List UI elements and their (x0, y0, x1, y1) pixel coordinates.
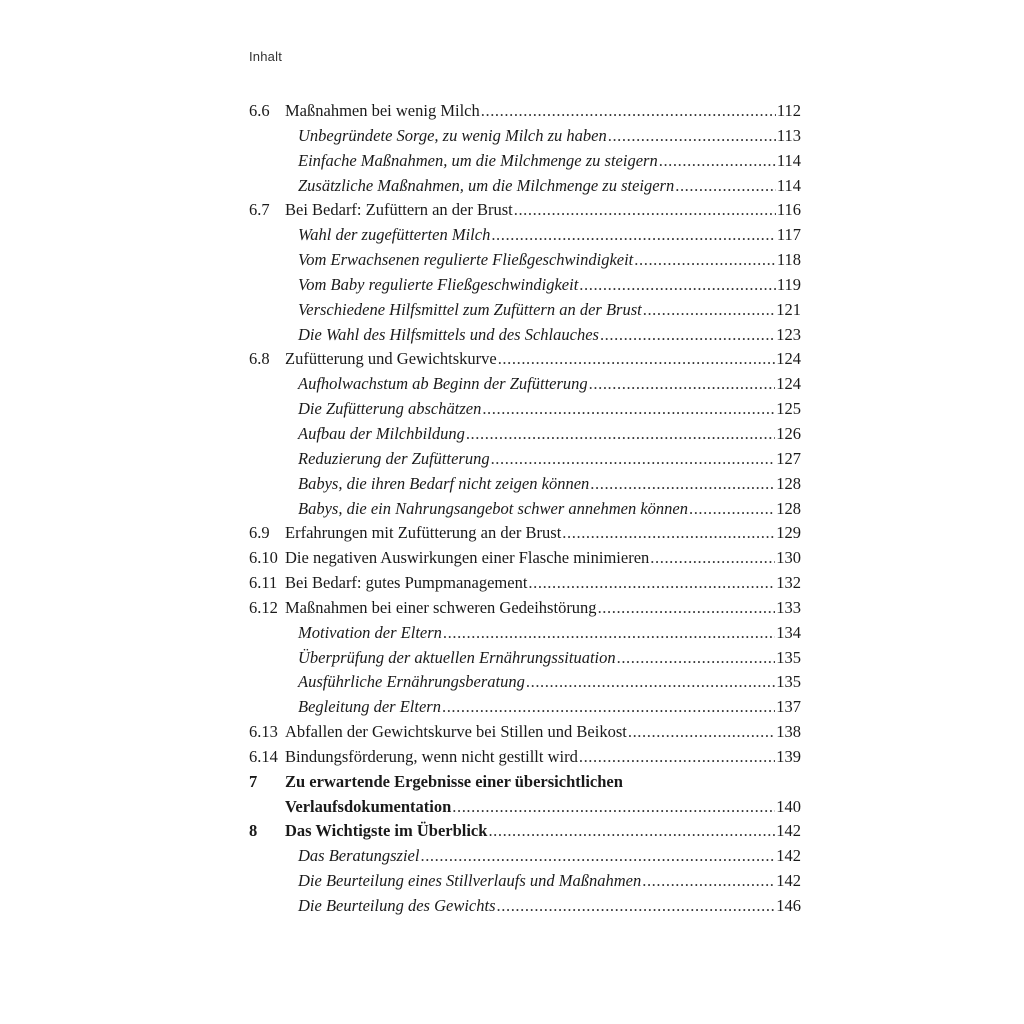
toc-entry[interactable] (249, 720, 801, 745)
toc-entry-page-number: 114 (776, 150, 801, 170)
toc-entry[interactable] (249, 248, 801, 273)
table-of-contents (249, 99, 801, 919)
toc-entry[interactable] (249, 745, 801, 770)
toc-entry-number: 6.7 (249, 200, 270, 220)
toc-entry-line (298, 844, 801, 869)
toc-entry[interactable] (249, 770, 801, 795)
toc-entry[interactable] (249, 198, 801, 223)
toc-entry[interactable] (249, 124, 801, 149)
toc-entry-title: Wahl der zugefütterten Milch (298, 225, 491, 245)
toc-entry[interactable] (249, 795, 801, 820)
toc-entry[interactable] (249, 869, 801, 894)
toc-entry-line (298, 869, 801, 894)
toc-entry-title: Begleitung der Eltern (298, 697, 441, 717)
toc-entry-page-number: 125 (776, 399, 801, 419)
toc-entry-number: 8 (249, 821, 258, 841)
toc-entry-title: Das Wichtigste im Überblick (285, 821, 488, 841)
toc-entry[interactable] (249, 546, 801, 571)
toc-entry-number: 6.12 (249, 597, 278, 617)
toc-entry-title: Bei Bedarf: gutes Pumpmanagement (285, 573, 528, 593)
toc-entry-line (285, 770, 801, 795)
toc-entry-line (285, 347, 801, 372)
toc-entry[interactable] (249, 422, 801, 447)
dot-leader (443, 621, 775, 646)
toc-entry-number: 6.6 (249, 101, 270, 120)
dot-leader (488, 819, 775, 844)
toc-entry-line (298, 273, 801, 298)
toc-entry-page-number: 117 (776, 225, 801, 245)
toc-entry-page-number: 119 (776, 274, 801, 294)
toc-entry-page-number: 127 (776, 448, 801, 468)
toc-entry[interactable] (249, 695, 801, 720)
toc-entry[interactable] (249, 621, 801, 646)
toc-entry-line (298, 646, 801, 671)
toc-entry[interactable] (249, 596, 801, 621)
toc-entry-number: 6.11 (249, 573, 278, 593)
toc-entry-title: Babys, die ihren Bedarf nicht zeigen können (298, 473, 590, 493)
toc-entry-page-number: 142 (776, 821, 801, 841)
toc-entry-page-number: 138 (776, 722, 801, 742)
toc-entry[interactable] (249, 819, 801, 844)
dot-leader (634, 248, 776, 273)
toc-entry-page-number: 130 (776, 548, 801, 568)
toc-entry[interactable] (249, 472, 801, 497)
toc-entry-title: Die Beurteilung des Gewichts (298, 896, 496, 915)
dot-leader (491, 223, 776, 248)
toc-entry[interactable] (249, 497, 801, 522)
toc-entry-title: Zu erwartende Ergebnisse einer übersichtlichen (285, 771, 623, 791)
dot-leader (491, 447, 776, 472)
dot-leader (617, 646, 776, 671)
toc-entry[interactable] (249, 323, 801, 348)
toc-entry-page-number: 126 (776, 423, 801, 443)
toc-entry[interactable] (249, 571, 801, 596)
dot-leader (442, 695, 775, 720)
toc-entry[interactable] (249, 273, 801, 298)
toc-entry-page-number: 140 (776, 796, 801, 816)
toc-entry-page-number: 128 (776, 473, 801, 493)
toc-entry-title: Vom Erwachsenen regulierte Fließgeschwindigkeit (298, 250, 634, 270)
toc-entry-title: Die Wahl des Hilfsmittels und des Schlauches (298, 324, 599, 344)
toc-entry[interactable] (249, 223, 801, 248)
toc-entry[interactable] (249, 894, 801, 919)
dot-leader (579, 745, 775, 770)
toc-entry-title: Bindungsförderung, wenn nicht gestillt wird (285, 746, 578, 766)
toc-entry-number: 6.14 (249, 746, 278, 766)
toc-entry-line (285, 571, 801, 596)
toc-entry-line (298, 124, 801, 149)
toc-entry-page-number: 124 (776, 349, 801, 369)
toc-entry-title: Einfache Maßnahmen, um die Milchmenge zu steigern (298, 150, 658, 170)
toc-entry-page-number: 123 (776, 324, 801, 344)
toc-entry-title: Zufütterung und Gewichtskurve (285, 349, 497, 369)
toc-entry-title: Die Zufütterung abschätzen (298, 399, 482, 419)
toc-entry-page-number: 124 (776, 374, 801, 394)
dot-leader (579, 273, 776, 298)
dot-leader (608, 124, 776, 149)
dot-leader (659, 149, 776, 174)
toc-entry-page-number: 128 (776, 498, 801, 518)
toc-entry-number: 6.9 (249, 523, 270, 543)
toc-entry-line (298, 223, 801, 248)
toc-entry-title: Babys, die ein Nahrungsangebot schwer annehmen können (298, 498, 688, 518)
toc-entry-page-number: 132 (776, 573, 801, 593)
toc-entry-page-number: 129 (776, 523, 801, 543)
dot-leader (589, 372, 776, 397)
dot-leader (514, 198, 776, 223)
toc-entry-page-number: 146 (776, 896, 801, 915)
dot-leader (562, 521, 775, 546)
toc-entry-title: Ausführliche Ernährungsberatung (298, 672, 525, 692)
toc-entry[interactable] (249, 646, 801, 671)
toc-entry-line (298, 472, 801, 497)
toc-entry-title: Reduzierung der Zufütterung (298, 448, 490, 468)
toc-entry-page-number: 137 (776, 697, 801, 717)
toc-entry-title: Vom Baby regulierte Fließgeschwindigkeit (298, 274, 579, 294)
toc-entry-line (298, 248, 801, 273)
dot-leader (590, 472, 775, 497)
toc-entry-title: Zusätzliche Maßnahmen, um die Milchmenge zu steigern (298, 175, 675, 195)
toc-entry-title: Das Beratungsziel (298, 846, 420, 866)
toc-entry-line (298, 695, 801, 720)
toc-entry[interactable] (249, 844, 801, 869)
toc-entry-line (285, 596, 801, 621)
toc-entry-title: Die Beurteilung eines Stillverlaufs und Maßnahmen (298, 871, 642, 891)
toc-entry-line (285, 99, 801, 124)
toc-entry-line (298, 372, 801, 397)
toc-entry-title: Maßnahmen bei einer schweren Gedeihstörung (285, 597, 597, 617)
dot-leader (498, 347, 776, 372)
toc-entry-line (285, 521, 801, 546)
dot-leader (481, 99, 776, 124)
dot-leader (420, 844, 775, 869)
toc-entry[interactable] (249, 521, 801, 546)
toc-entry[interactable] (249, 149, 801, 174)
toc-entry-line (298, 894, 801, 919)
dot-leader (689, 497, 775, 522)
toc-entry-line (298, 397, 801, 422)
toc-entry-page-number: 142 (776, 871, 801, 891)
toc-entry-title: Motivation der Eltern (298, 622, 442, 642)
toc-entry-title: Abfallen der Gewichtskurve bei Stillen und Beikost (285, 722, 627, 742)
toc-entry-title: Verschiedene Hilfsmittel zum Zufüttern an der Brust (298, 299, 642, 319)
dot-leader (643, 298, 776, 323)
toc-entry-line (285, 720, 801, 745)
dot-leader (650, 546, 775, 571)
toc-entry-number: 7 (249, 771, 258, 791)
toc-entry-number: 6.10 (249, 548, 278, 568)
toc-entry-line (298, 422, 801, 447)
toc-entry-title: Aufholwachstum ab Beginn der Zufütterung (298, 374, 588, 394)
toc-entry-page-number: 134 (776, 622, 801, 642)
toc-entry-line (285, 745, 801, 770)
toc-entry-line (298, 621, 801, 646)
toc-entry[interactable] (249, 347, 801, 372)
toc-entry-page-number: 133 (776, 597, 801, 617)
toc-entry-page-number: 113 (776, 125, 801, 145)
toc-entry-line (298, 174, 801, 199)
toc-entry-page-number: 121 (776, 299, 801, 319)
toc-entry[interactable] (249, 372, 801, 397)
toc-entry-title: Bei Bedarf: Zufüttern an der Brust (285, 200, 513, 220)
dot-leader (600, 323, 775, 348)
dot-leader (466, 422, 775, 447)
toc-entry-line (285, 795, 801, 820)
toc-entry-number: 6.8 (249, 349, 270, 369)
toc-entry[interactable] (249, 99, 801, 124)
toc-entry-title: Verlaufsdokumentation (285, 796, 452, 816)
toc-entry-page-number: 112 (776, 101, 801, 120)
dot-leader (452, 795, 775, 820)
toc-entry-page-number: 114 (776, 175, 801, 195)
toc-entry-page-number: 142 (776, 846, 801, 866)
toc-entry-line (285, 819, 801, 844)
dot-leader (675, 174, 776, 199)
toc-entry-line (298, 149, 801, 174)
toc-entry-title: Überprüfung der aktuellen Ernährungssituation (298, 647, 616, 667)
toc-entry-page-number: 135 (776, 672, 801, 692)
toc-entry-page-number: 135 (776, 647, 801, 667)
toc-entry-page-number: 139 (776, 746, 801, 766)
toc-entry-line (298, 497, 801, 522)
dot-leader (482, 397, 775, 422)
dot-leader (628, 720, 775, 745)
dot-leader (598, 596, 776, 621)
toc-entry-number: 6.13 (249, 722, 278, 742)
toc-entry-line (298, 670, 801, 695)
toc-entry-page-number: 118 (776, 250, 801, 270)
dot-leader (528, 571, 775, 596)
toc-entry-line (298, 323, 801, 348)
toc-entry-line (285, 546, 801, 571)
running-head: Inhalt (249, 49, 283, 64)
toc-entry-title: Erfahrungen mit Zufütterung an der Brust (285, 523, 562, 543)
toc-entry-page-number: 116 (776, 200, 801, 220)
toc-entry[interactable] (249, 298, 801, 323)
toc-entry-title: Maßnahmen bei wenig Milch (285, 101, 480, 120)
toc-entry[interactable] (249, 670, 801, 695)
toc-entry-title: Aufbau der Milchbildung (298, 423, 465, 443)
dot-leader (642, 869, 775, 894)
toc-entry-line (285, 198, 801, 223)
toc-entry-line (298, 447, 801, 472)
toc-entry-title: Die negativen Auswirkungen einer Flasche minimieren (285, 548, 650, 568)
toc-entry[interactable] (249, 397, 801, 422)
toc-entry-title: Unbegründete Sorge, zu wenig Milch zu haben (298, 125, 607, 145)
toc-entry[interactable] (249, 174, 801, 199)
toc-entry-line (298, 298, 801, 323)
toc-entry[interactable] (249, 447, 801, 472)
dot-leader (497, 894, 776, 919)
dot-leader (526, 670, 775, 695)
